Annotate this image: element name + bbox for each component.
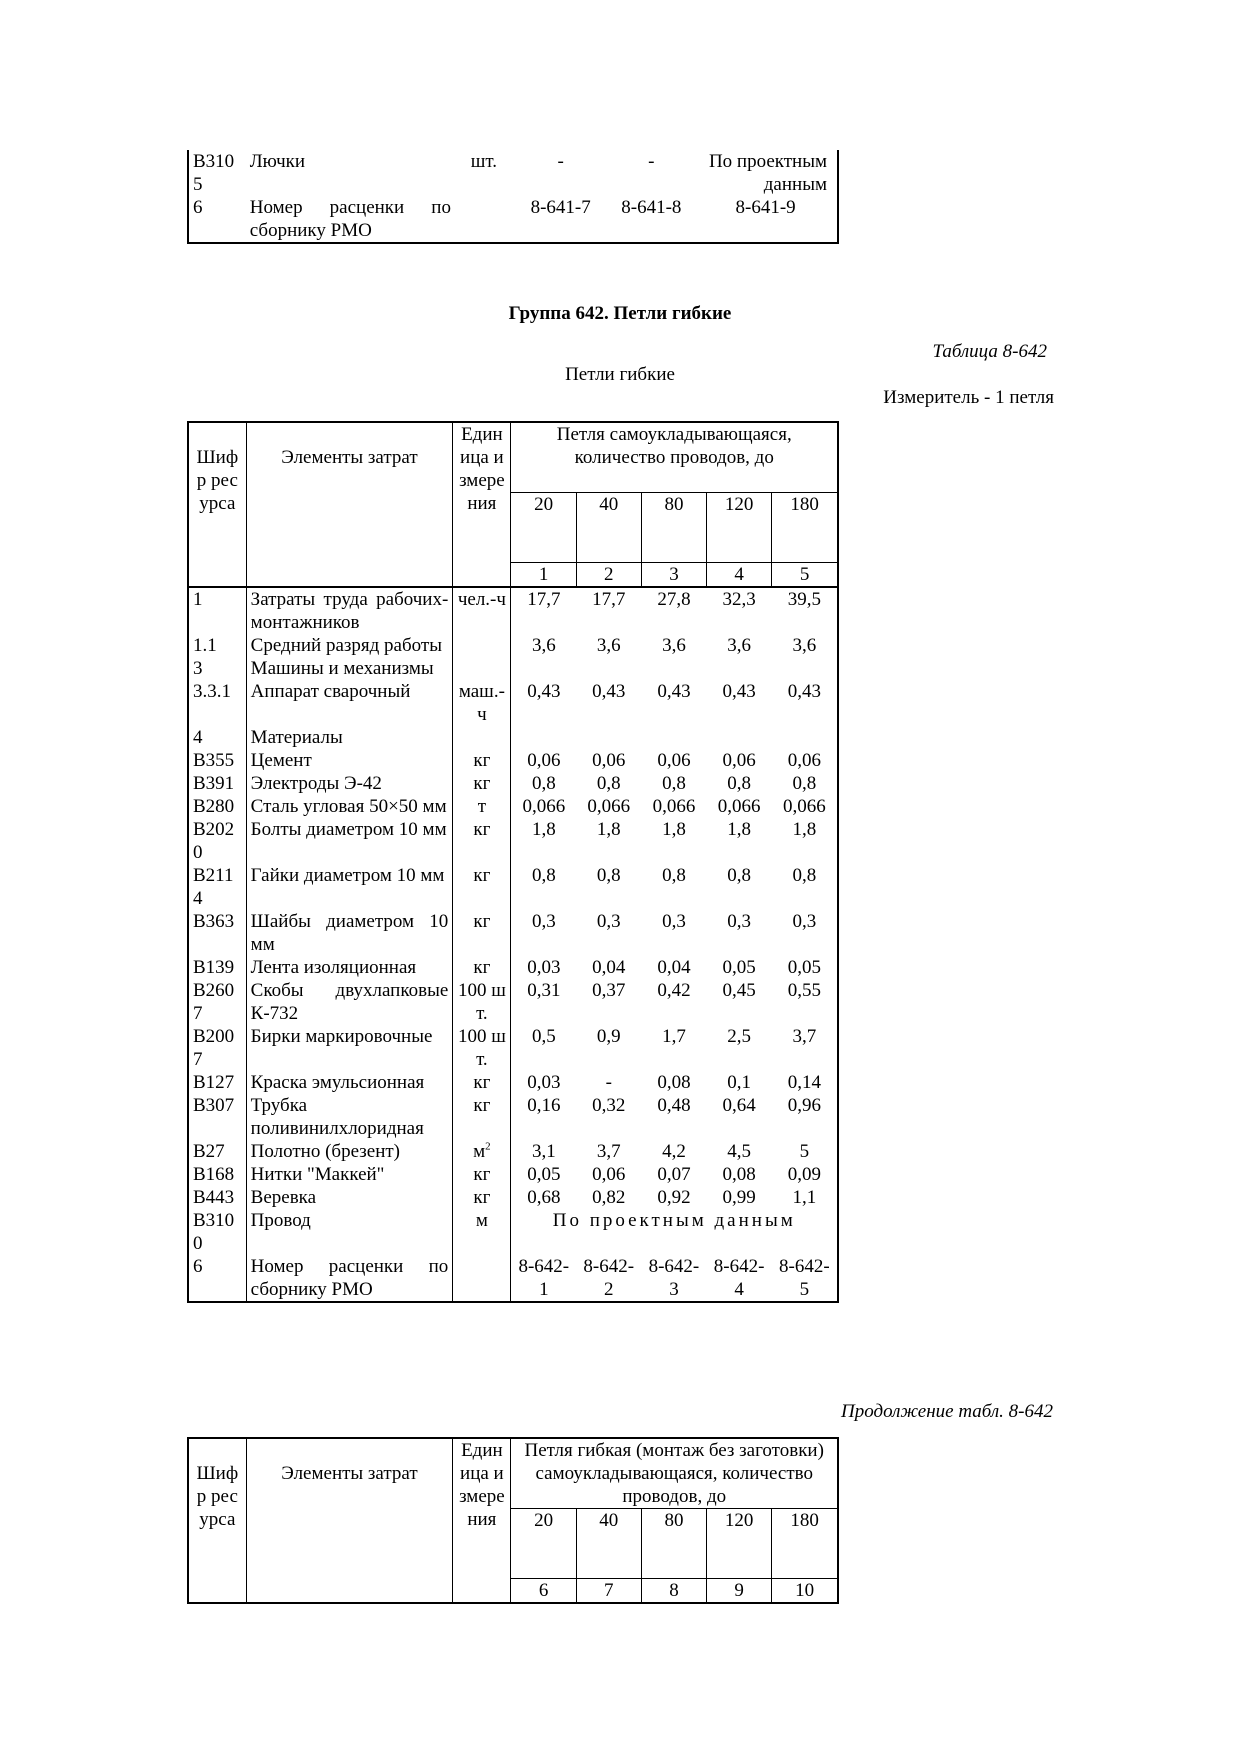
unit-superscript: 2 [485, 1140, 491, 1153]
cell-value: 0,43 [657, 681, 691, 702]
table-row [188, 795, 838, 818]
cell-code: В391 [188, 772, 246, 795]
cell-value: 8-641-7 [530, 197, 591, 218]
cell-value: 0,04 [592, 957, 626, 978]
cell-value: 0,05 [527, 1164, 561, 1185]
cell-element: Шайбы диаметром 10 мм [246, 910, 453, 956]
cell-value: 0,16 [527, 1095, 561, 1116]
cell-value: 27,8 [641, 587, 706, 634]
main-table [187, 421, 839, 1303]
cell-value: 8-641-8 [621, 197, 682, 218]
cell-element: Бирки маркировочные [246, 1025, 453, 1071]
cell-value: 0,06 [787, 750, 821, 771]
table-row [188, 1071, 838, 1094]
cell-code: В355 [188, 749, 246, 772]
table-row [188, 150, 838, 196]
cell-value: 0,08 [722, 1164, 756, 1185]
cell-unit: кг [453, 864, 511, 910]
cell-unit [453, 634, 511, 657]
cell-value: 2,5 [727, 1026, 751, 1047]
header-elements: Элементы затрат [246, 422, 453, 587]
cell-value: 0,05 [722, 957, 756, 978]
top-table [187, 150, 839, 244]
cell-unit [455, 196, 513, 243]
header-wire: 180 [772, 493, 838, 563]
cell-value: 0,5 [531, 1026, 556, 1047]
table-row [188, 634, 838, 657]
header-row [188, 422, 838, 493]
cell-unit: кг [453, 956, 511, 979]
cell-value: 0,43 [527, 681, 561, 702]
header-wire: 80 [641, 1509, 706, 1579]
cell-merged-value: По проектным данным [552, 1210, 796, 1231]
cell-code: В168 [188, 1163, 246, 1186]
table-row [188, 1094, 838, 1140]
cell-unit: кг [453, 772, 511, 795]
cell-value [641, 657, 706, 680]
table-row [188, 818, 838, 864]
cell-element: Трубка поливинилхлоридная [246, 1094, 453, 1140]
cell-value: 0,09 [787, 1164, 821, 1185]
cell-unit: кг [453, 749, 511, 772]
cell-code: В2007 [188, 1025, 246, 1071]
cell-element: Провод [246, 1209, 453, 1255]
cell-value: 0,31 [527, 980, 561, 1001]
cell-element: Номер расценки по сборнику РМО [246, 1255, 453, 1302]
table-row [188, 587, 838, 634]
header-col: 2 [576, 563, 641, 588]
cell-element: Нитки "Маккей" [246, 1163, 453, 1186]
table-row [188, 1025, 838, 1071]
cell-value: 8-641-9 [735, 197, 796, 218]
cell-value: 0,48 [657, 1095, 691, 1116]
cell-value: 0,64 [722, 1095, 756, 1116]
header-col: 1 [511, 563, 576, 588]
cell-value: 8-642-1 [518, 1256, 570, 1300]
header-row [188, 1438, 838, 1509]
cell-value: 0,3 [531, 911, 556, 932]
header-col: 4 [707, 563, 772, 588]
cell-code: В363 [188, 910, 246, 956]
cell-element: Цемент [246, 749, 453, 772]
header-wire: 40 [576, 1509, 641, 1579]
cell-value: 17,7 [511, 587, 576, 634]
cell-value: 8-642-4 [713, 1256, 765, 1300]
cell-element: Лента изоляционная [246, 956, 453, 979]
cell-element: Сталь угловая 50×50 мм [246, 795, 453, 818]
cell-value: 17,7 [576, 587, 641, 634]
cell-value: 0,42 [657, 980, 691, 1001]
cell-value [576, 657, 641, 680]
cell-value: 0,99 [722, 1187, 756, 1208]
header-col: 9 [707, 1579, 772, 1604]
table-row [188, 196, 838, 243]
cell-code: 1.1 [188, 634, 246, 657]
cell-value: 0,8 [662, 773, 686, 794]
cell-code: 3.3.1 [188, 680, 246, 726]
cell-element: Краска эмульсионная [246, 1071, 453, 1094]
cell-value: - [557, 151, 564, 172]
cell-code: В2114 [188, 864, 246, 910]
header-wire: 40 [576, 493, 641, 563]
cell-value: 0,3 [662, 911, 686, 932]
table-row [188, 864, 838, 910]
header-wire: 20 [511, 493, 576, 563]
table-row [188, 772, 838, 795]
cell-value: 3,6 [792, 635, 817, 656]
cell-unit: шт. [470, 151, 498, 172]
cell-value: 0,8 [792, 773, 817, 794]
header-wire: 20 [511, 1509, 576, 1579]
cell-code: 4 [188, 726, 246, 749]
table-row [188, 1209, 838, 1255]
cell-value: 0,08 [657, 1072, 691, 1093]
table-row [188, 1140, 838, 1163]
cell-value: 0,96 [787, 1095, 821, 1116]
cell-value: 0,8 [662, 865, 686, 886]
cell-value [707, 726, 772, 749]
cell-code: В3105 [193, 151, 235, 195]
cell-unit: кг [453, 1186, 511, 1209]
table-row [188, 680, 838, 726]
header-elements: Элементы затрат [246, 1438, 453, 1603]
cell-element: Средний разряд работы [246, 634, 453, 657]
header-wire: 120 [707, 1509, 772, 1579]
cell-unit: 100 шт. [453, 1025, 511, 1071]
cell-value: 0,06 [657, 750, 691, 771]
cell-unit: 100 шт. [453, 979, 511, 1025]
table-row [188, 1163, 838, 1186]
cell-value: 0,55 [787, 980, 821, 1001]
header-code: Шифр ресурса [188, 1438, 246, 1603]
cell-value: 0,066 [587, 796, 631, 817]
cell-code: В127 [188, 1071, 246, 1094]
cell-code: В3100 [188, 1209, 246, 1255]
cell-value: 0,3 [596, 911, 621, 932]
header-col: 7 [576, 1579, 641, 1604]
cell-value: 0,066 [717, 796, 761, 817]
cell-value: 1,1 [792, 1187, 817, 1208]
cell-value: 0,43 [787, 681, 821, 702]
cell-unit: кг [453, 1163, 511, 1186]
cell-unit: кг [453, 1071, 511, 1094]
header-col: 8 [641, 1579, 706, 1604]
cell-element: Болты диаметром 10 мм [246, 818, 453, 864]
cell-unit: м [453, 1209, 511, 1255]
cell-code: В307 [188, 1094, 246, 1140]
cell-value: 0,92 [657, 1187, 691, 1208]
cell-value: 0,8 [596, 865, 621, 886]
cell-element: Скобы двухлапковые К-732 [246, 979, 453, 1025]
table-label: Таблица 8-642 [932, 341, 1047, 362]
cell-value: 1,8 [531, 819, 556, 840]
cell-value: 1,8 [596, 819, 621, 840]
cell-value: 3,6 [596, 635, 621, 656]
cell-unit [453, 657, 511, 680]
cell-value: 0,03 [527, 957, 561, 978]
header-col: 6 [511, 1579, 576, 1604]
cell-value: 0,14 [787, 1072, 821, 1093]
cell-code: В139 [188, 956, 246, 979]
header-wire: 180 [772, 1509, 838, 1579]
cell-unit: т [453, 795, 511, 818]
cell-element: Номер расценки по сборнику РМО [249, 197, 451, 241]
cell-value: 0,82 [592, 1187, 626, 1208]
cell-value: 0,3 [727, 911, 751, 932]
table-row [188, 749, 838, 772]
cell-value [511, 726, 576, 749]
cell-element: Аппарат сварочный [246, 680, 453, 726]
cell-code: В2020 [188, 818, 246, 864]
cell-value: 1,8 [792, 819, 817, 840]
cell-value: 0,9 [596, 1026, 621, 1047]
table-row [188, 956, 838, 979]
cell-value: 0,8 [596, 773, 621, 794]
cell-value [641, 726, 706, 749]
cell-value: 3,6 [531, 635, 556, 656]
cell-value [576, 726, 641, 749]
cell-value: 3,6 [727, 635, 751, 656]
cell-unit [453, 1255, 511, 1302]
cell-unit: кг [453, 910, 511, 956]
cell-code: 6 [193, 197, 203, 218]
cell-value: 39,5 [772, 587, 838, 634]
cell-value: 0,8 [727, 865, 751, 886]
cell-value: 0,8 [792, 865, 817, 886]
cell-code: В443 [188, 1186, 246, 1209]
cell-element: Машины и механизмы [246, 657, 453, 680]
cell-value: 5 [799, 1141, 810, 1162]
group-title: Группа 642. Петли гибкие [508, 303, 732, 324]
cell-code: В2607 [188, 979, 246, 1025]
cell-value: 0,3 [792, 911, 817, 932]
cell-value: 0,06 [527, 750, 561, 771]
table-row [188, 726, 838, 749]
header-unit: Единица измерения [453, 1438, 511, 1603]
cell-unit: $м^2$ [453, 1140, 511, 1163]
cell-value: 0,8 [531, 865, 556, 886]
cell-element: Материалы [246, 726, 453, 749]
table-row [188, 657, 838, 680]
header-group: Петля самоукладывающаяся, количество проводов, до [511, 422, 838, 493]
cell-value: 0,04 [657, 957, 691, 978]
cell-unit: кг [453, 818, 511, 864]
cell-value: 0,06 [722, 750, 756, 771]
cell-value: 0,1 [727, 1072, 751, 1093]
cell-value: По проектным данным [708, 151, 827, 195]
table-row [188, 1255, 838, 1302]
cell-value: 4,5 [727, 1141, 751, 1162]
cell-element: Гайки диаметром 10 мм [246, 864, 453, 910]
cell-value: 0,03 [527, 1072, 561, 1093]
cell-unit: маш.-ч [453, 680, 511, 726]
header-wire: 80 [641, 493, 706, 563]
continuation-label: Продолжение табл. 8-642 [840, 1401, 1053, 1422]
table-subtitle: Петли гибкие [565, 364, 675, 385]
cell-value: 0,05 [787, 957, 821, 978]
header-code: Шифр ресурса [188, 422, 246, 587]
cell-code: 3 [188, 657, 246, 680]
table-row [188, 1186, 838, 1209]
cell-value: 0,066 [782, 796, 826, 817]
continuation-table [187, 1437, 839, 1604]
header-unit: Единица измерения [453, 422, 511, 587]
cell-value: 1,8 [662, 819, 686, 840]
cell-value: 0,43 [592, 681, 626, 702]
cell-value: 4,2 [662, 1141, 686, 1162]
cell-value: - [648, 151, 655, 172]
cell-value: 3,7 [596, 1141, 621, 1162]
cell-value: 0,8 [531, 773, 556, 794]
cell-value [772, 726, 838, 749]
cell-value: 8-642-2 [583, 1256, 635, 1300]
cell-code: 1 [188, 587, 246, 634]
cell-value: 0,43 [722, 681, 756, 702]
header-col: 3 [641, 563, 706, 588]
cell-element: Веревка [246, 1186, 453, 1209]
cell-value: 3,1 [531, 1141, 556, 1162]
cell-value: 0,37 [592, 980, 626, 1001]
cell-value: 1,7 [662, 1026, 686, 1047]
cell-element: Лючки [249, 151, 306, 172]
header-col: 10 [772, 1579, 838, 1604]
cell-code: 6 [188, 1255, 246, 1302]
cell-value: 0,066 [522, 796, 566, 817]
header-wire: 120 [707, 493, 772, 563]
cell-element: Затраты труда рабочих-монтажников [246, 587, 453, 634]
cell-value: 0,07 [657, 1164, 691, 1185]
cell-unit: чел.-ч [453, 587, 511, 634]
cell-value: 0,06 [592, 1164, 626, 1185]
header-col: 5 [772, 563, 838, 588]
cell-value: 32,3 [707, 587, 772, 634]
cell-value [707, 657, 772, 680]
cell-value: 0,32 [592, 1095, 626, 1116]
meter-label: Измеритель - 1 петля [883, 387, 1054, 408]
cell-value: 3,6 [662, 635, 686, 656]
cell-value: 0,066 [652, 796, 696, 817]
cell-value [511, 657, 576, 680]
cell-code: В280 [188, 795, 246, 818]
header-group: Петля гибкая (монтаж без заготовки) самоукладывающаяся, количество проводов, до [511, 1438, 838, 1509]
cell-value: - [605, 1072, 612, 1093]
cell-element: Полотно (брезент) [246, 1140, 453, 1163]
cell-value: 1,8 [727, 819, 751, 840]
cell-unit [453, 726, 511, 749]
cell-value: 0,06 [592, 750, 626, 771]
cell-value: 0,68 [527, 1187, 561, 1208]
cell-value: 0,8 [727, 773, 751, 794]
cell-code: В27 [188, 1140, 246, 1163]
table-row [188, 979, 838, 1025]
cell-value: 3,7 [792, 1026, 817, 1047]
cell-value: 8-642-5 [779, 1256, 830, 1300]
cell-unit: кг [453, 1094, 511, 1140]
cell-value: 0,45 [722, 980, 756, 1001]
cell-value: 8-642-3 [648, 1256, 700, 1300]
table-row [188, 910, 838, 956]
cell-value [772, 657, 838, 680]
cell-element: Электроды Э-42 [246, 772, 453, 795]
